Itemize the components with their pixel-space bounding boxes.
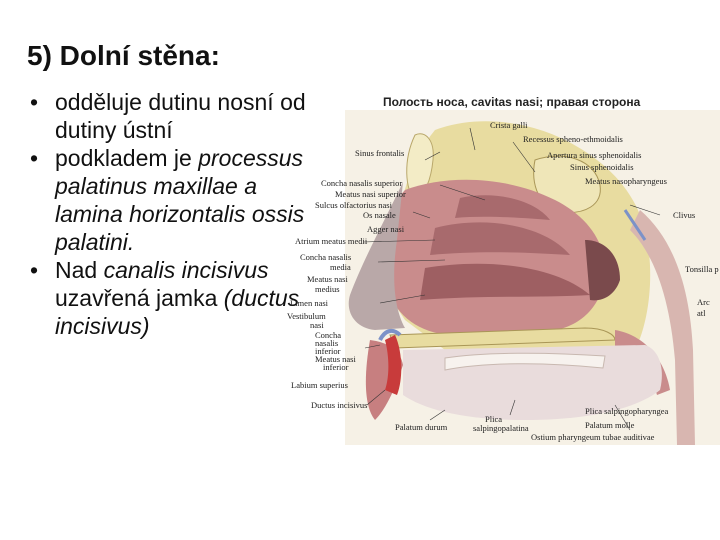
label-agger-nasi: Agger nasi <box>367 224 405 234</box>
label-apertura: Apertura sinus sphenoidalis <box>547 150 642 160</box>
label-concha-media-1: Concha nasalis <box>300 252 352 262</box>
bullet-text-italic: processus palatinus maxillae a lamina horizontalis ossis palatini <box>55 145 305 255</box>
label-meatus-nasopharyngeus: Meatus nasopharyngeus <box>585 176 667 186</box>
label-palatum-durum: Palatum durum <box>395 422 448 432</box>
label-concha-media-2: media <box>330 262 351 272</box>
label-palatum-molle: Palatum molle <box>585 420 635 430</box>
label-atrium: Atrium meatus medii <box>295 236 368 246</box>
label-sulcus-olfactorius: Sulcus olfactorius nasi <box>315 200 392 210</box>
label-crista-galli: Crista galli <box>490 120 528 130</box>
bullet-dot: • <box>30 89 39 115</box>
label-meatus-inf-1: Meatus nasi <box>315 354 356 364</box>
bullet-text-italic: canalis incisivus <box>103 257 269 283</box>
bullet-text-italic: (ductus incisivus) <box>55 285 300 339</box>
slide-title: 5) Dolní stěna: <box>27 40 220 71</box>
figure-title: Полость носа, cavitas nasi; правая сторона <box>383 95 641 109</box>
bullet-text-part: uzavřená jamka <box>55 285 224 311</box>
label-ductus-incisivus: Ductus incisivus <box>311 400 368 410</box>
label-sinus-frontalis: Sinus frontalis <box>355 148 405 158</box>
label-labium-superius: Labium superius <box>291 380 348 390</box>
label-concha-inf-2: nasalis <box>315 338 339 348</box>
label-plica-2: salpingopalatina <box>473 423 529 433</box>
label-tonsilla: Tonsilla p <box>685 264 719 274</box>
bullet-dot: • <box>30 145 39 171</box>
label-sinus-sphenoidalis: Sinus sphenoidalis <box>570 162 634 172</box>
nasal-cavity-illustration <box>285 90 720 450</box>
label-vestibulum-2: nasi <box>310 320 324 330</box>
label-plica-salpingopharyngea: Plica salpingopharyngea <box>585 406 669 416</box>
label-meatus-inf-2: inferior <box>323 362 349 372</box>
label-concha-superior: Concha nasalis superior <box>321 178 403 188</box>
label-clivus: Clivus <box>673 210 696 220</box>
bullet-text-part: . <box>127 229 135 255</box>
label-concha-inf-3: inferior <box>315 346 341 356</box>
label-vestibulum-1: Vestibulum <box>287 311 326 321</box>
label-limen-nasi: Limen nasi <box>290 298 329 308</box>
label-ostium: Ostium pharyngeum tubae auditivae <box>531 432 655 442</box>
label-arc: Arc <box>697 297 710 307</box>
bullet-text: odděluje dutinu nosní od dutiny ústní <box>55 89 306 143</box>
bullet-text-part: podkladem je <box>55 145 199 171</box>
label-meatus-medius-2: medius <box>315 284 340 294</box>
label-meatus-superior: Meatus nasi superior <box>335 189 406 199</box>
label-recessus: Recessus spheno-ethmoidalis <box>523 134 623 144</box>
label-concha-inf-1: Concha <box>315 330 341 340</box>
bullet-text-part: Nad <box>55 257 104 283</box>
label-meatus-medius-1: Meatus nasi <box>307 274 348 284</box>
bullet-dot: • <box>30 257 39 283</box>
label-atl: atl <box>697 308 706 318</box>
label-plica-1: Plica <box>485 414 502 424</box>
label-os-nasale: Os nasale <box>363 210 396 220</box>
